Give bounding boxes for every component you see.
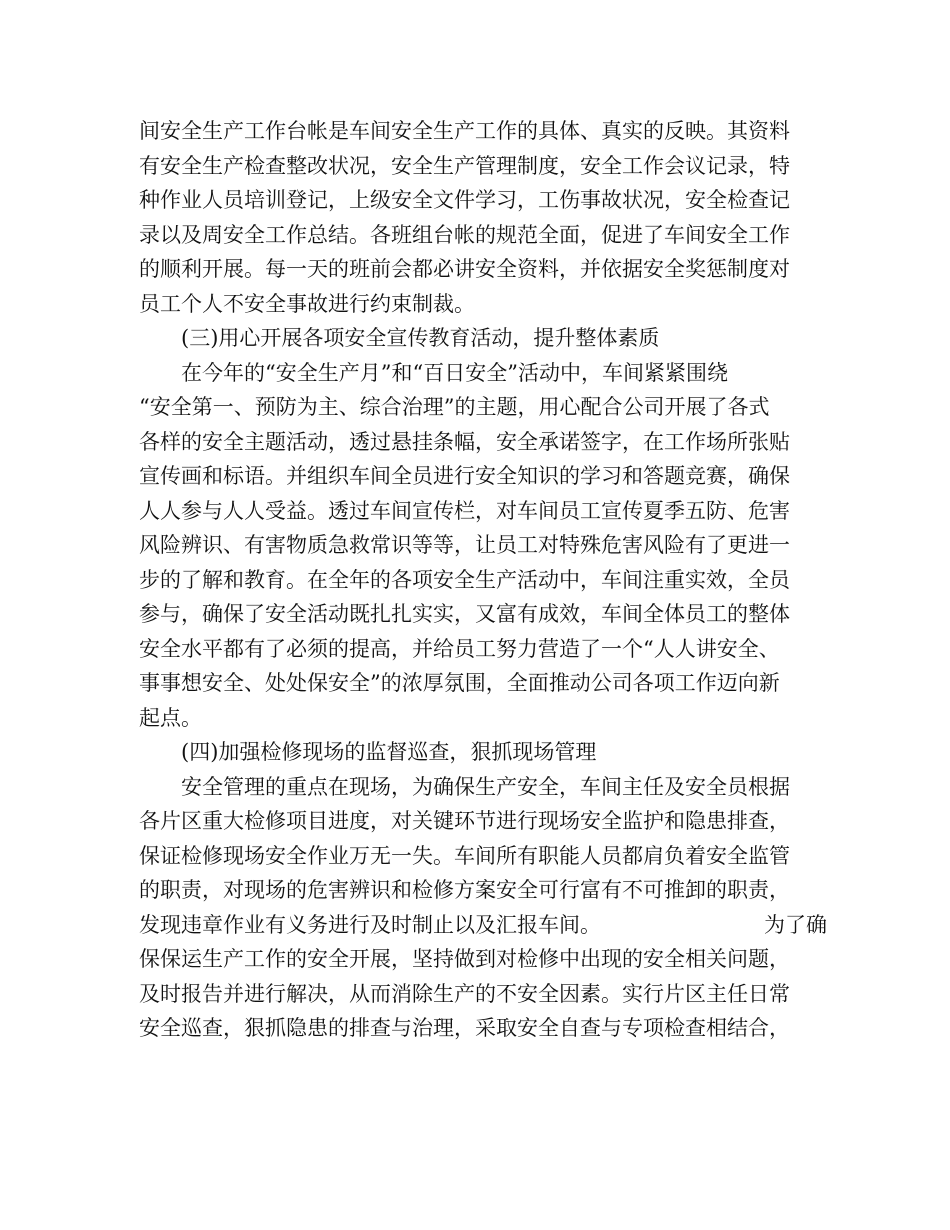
body-line: 参与，确保了安全活动既扎扎实实，又富有成效，车间全体员工的整体 [139, 602, 790, 626]
section-heading-4: (四)加强检修现场的监督巡查，狠抓现场管理 [181, 740, 597, 764]
body-line: 步的了解和教育。在全年的各项安全生产活动中，车间注重实效，全员 [139, 567, 790, 592]
body-line: 的职责，对现场的危害辨识和检修方案安全可行富有不可推卸的职责， [139, 878, 790, 902]
body-line: 各片区重大检修项目进度，对关键环节进行现场安全监护和隐患排查， [139, 809, 790, 833]
document-body [139, 114, 827, 1046]
body-line: 人人参与人人受益。透过车间宣传栏，对车间员工宣传夏季五防、危害 [139, 498, 790, 523]
body-line: 员工个人不安全事故进行约束制裁。 [139, 291, 475, 316]
body-line: 安全管理的重点在现场，为确保生产安全，车间主任及安全员根据 [181, 774, 790, 799]
body-line: “安全第一、预防为主、综合治理”的主题，用心配合公司开展了各式 [139, 395, 770, 419]
body-line: 事事想安全、处处保安全”的浓厚氛围，全面推动公司各项工作迈向新 [139, 671, 780, 695]
body-line: 风险辨识、有害物质急救常识等等，让员工对特殊危害风险有了更进一 [139, 533, 790, 557]
section-heading-3: (三)用心开展各项安全宣传教育活动，提升整体素质 [181, 326, 660, 350]
body-line: 在今年的“安全生产月”和“百日安全”活动中，车间紧紧围绕 [181, 360, 728, 385]
body-line [139, 908, 827, 943]
body-line: 种作业人员培训登记，上级安全文件学习，工伤事故状况，安全检查记 [139, 188, 790, 212]
body-line-part: 为了确 [764, 912, 827, 937]
body-line-part: 发现违章作业有义务进行及时制止以及汇报车间。 [139, 912, 601, 937]
body-line: 有安全生产检查整改状况，安全生产管理制度，安全工作会议记录，特 [139, 153, 790, 178]
body-line: 宣传画和标语。并组织车间全员进行安全知识的学习和答题竞赛，确保 [139, 464, 790, 488]
body-line: 各样的安全主题活动，透过悬挂条幅，安全承诺签字，在工作场所张贴 [139, 429, 790, 454]
body-line: 间安全生产工作台帐是车间安全生产工作的具体、真实的反映。其资料 [139, 119, 790, 143]
body-line: 保保运生产工作的安全开展，坚持做到对检修中出现的安全相关问题， [139, 947, 790, 971]
body-line: 起点。 [139, 705, 202, 730]
body-line: 安全巡查，狠抓隐患的排查与治理，采取安全自查与专项检查相结合， [139, 1016, 790, 1040]
body-line: 的顺利开展。每一天的班前会都必讲安全资料，并依据安全奖惩制度对 [139, 257, 790, 281]
body-line: 及时报告并进行解决，从而消除生产的不安全因素。实行片区主任日常 [139, 981, 790, 1006]
body-line: 保证检修现场安全作业万无一失。车间所有职能人员都肩负着安全监管 [139, 843, 790, 868]
body-line: 安全水平都有了必须的提高，并给员工努力营造了一个“人人讲安全、 [139, 636, 780, 661]
body-line: 录以及周安全工作总结。各班组台帐的规范全面，促进了车间安全工作 [139, 222, 790, 247]
